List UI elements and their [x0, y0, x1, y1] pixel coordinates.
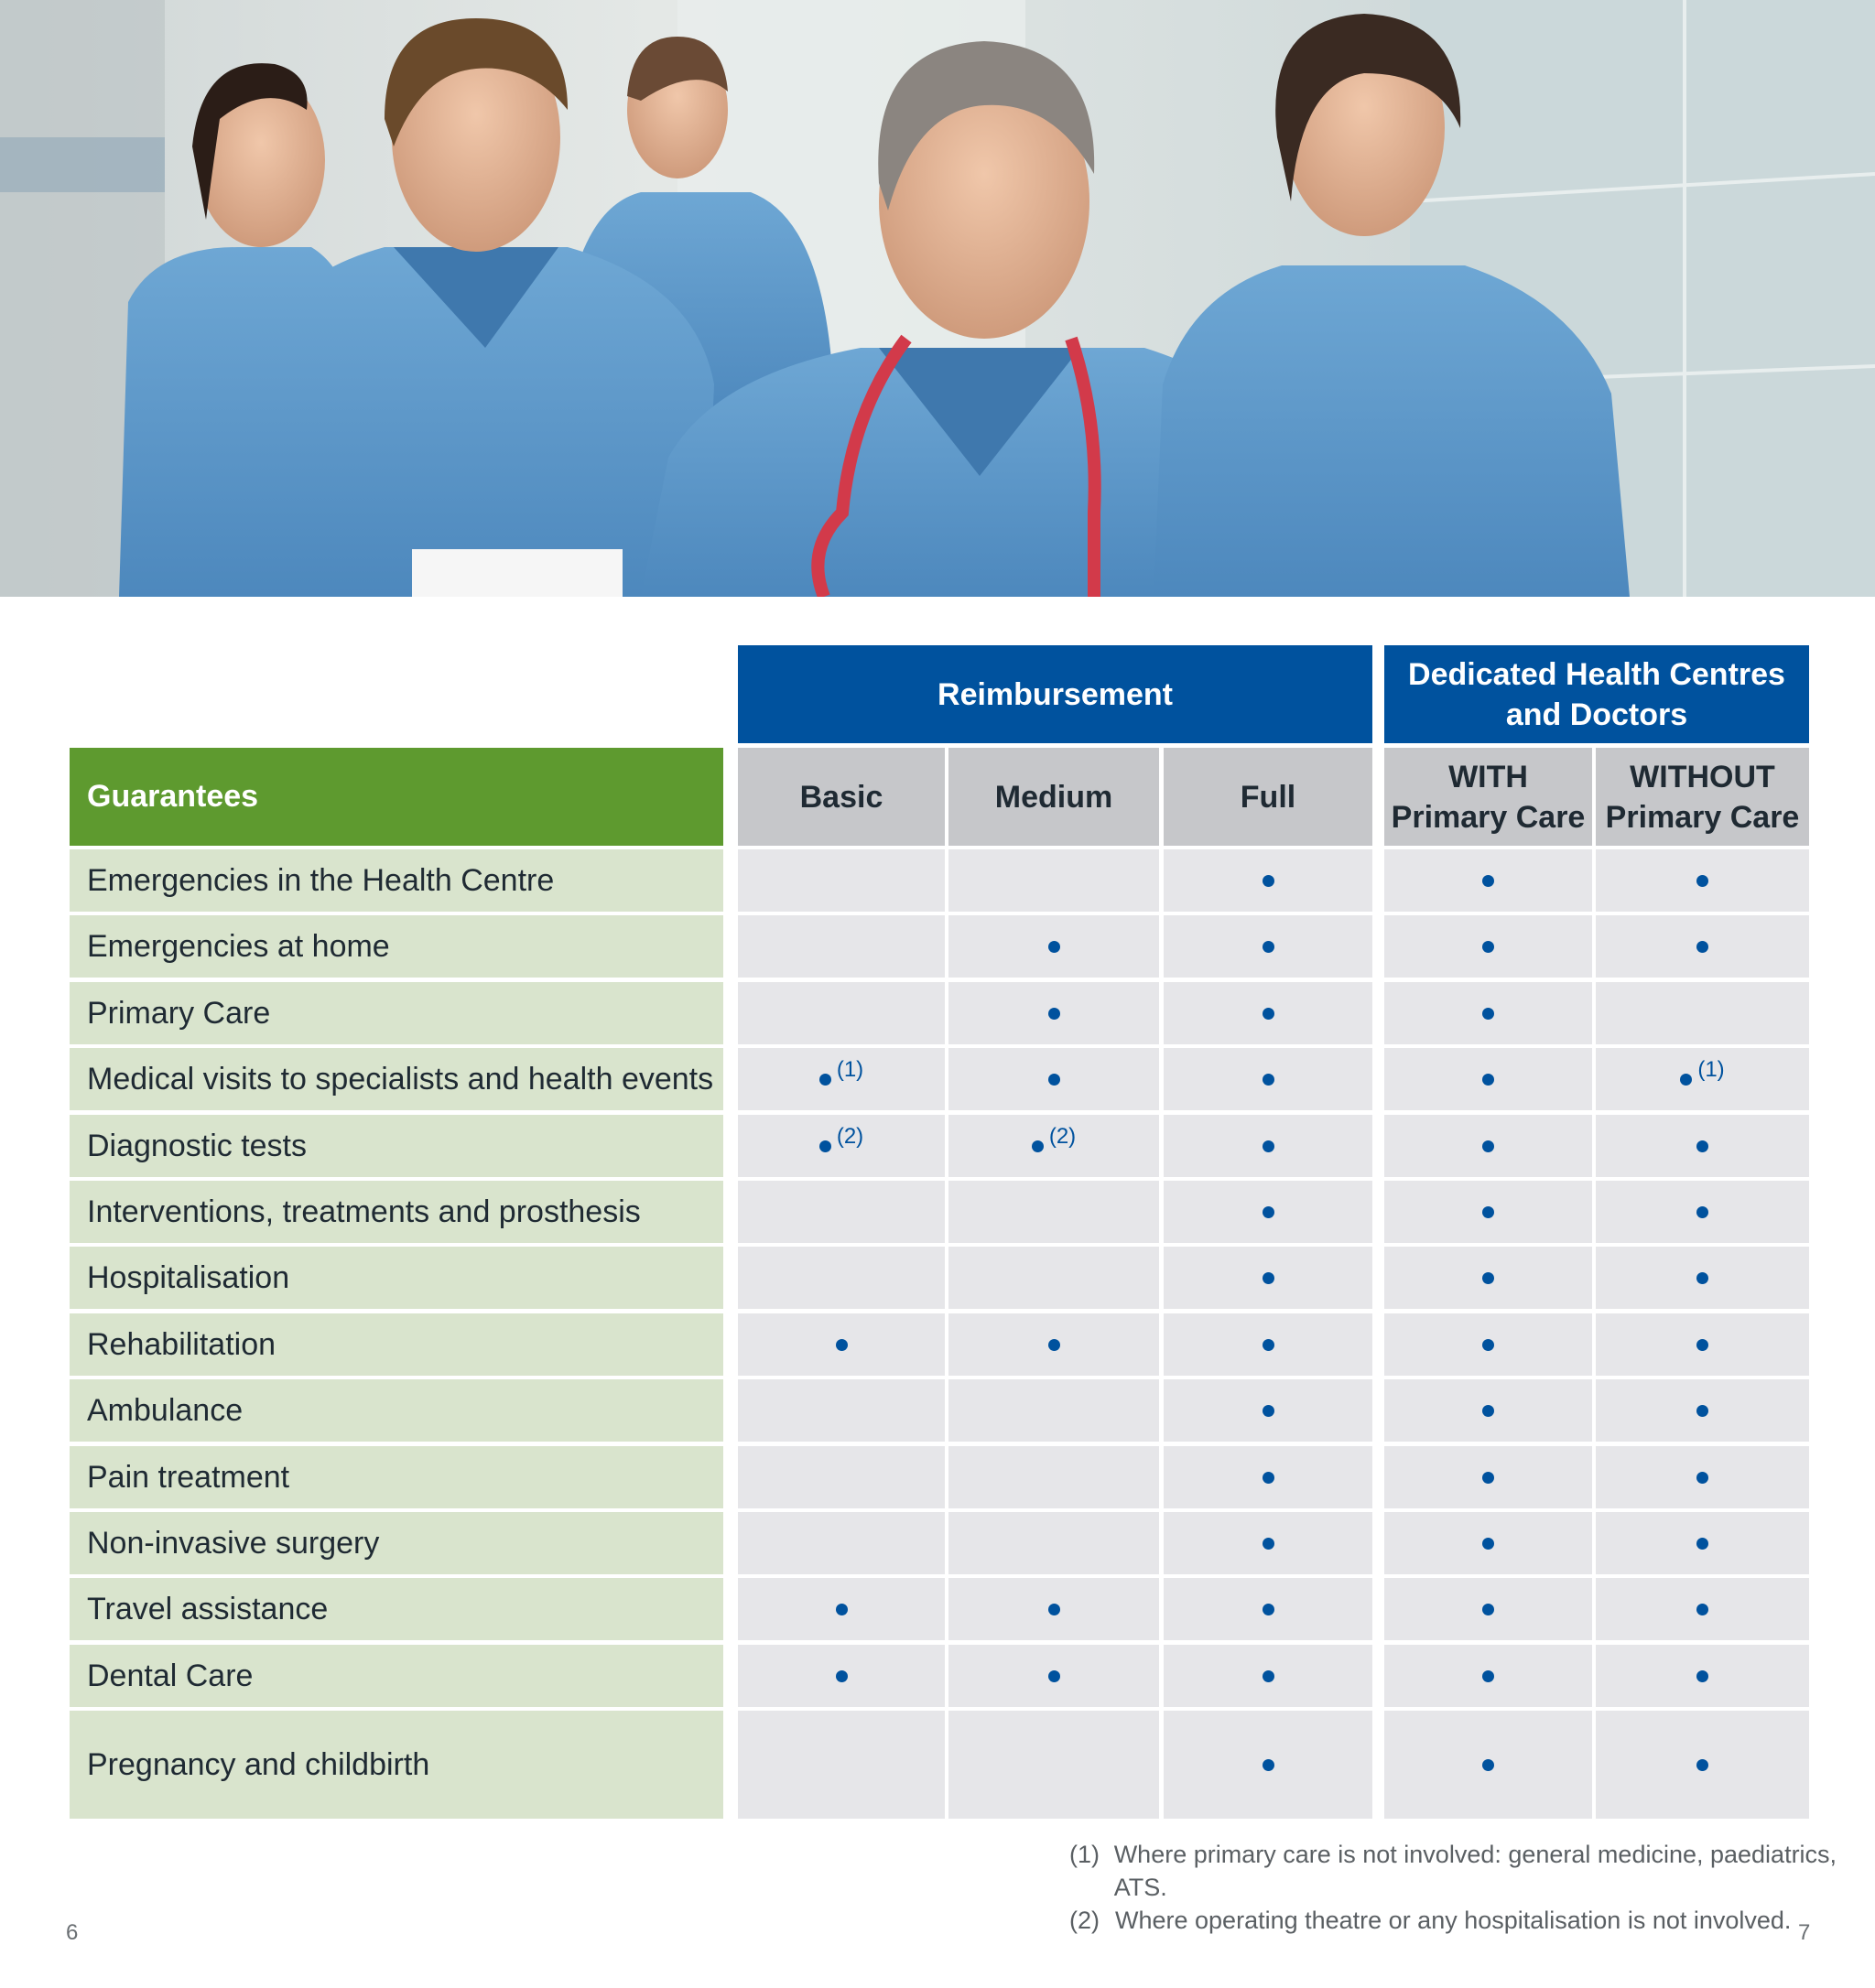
row-label-text: Hospitalisation — [87, 1259, 290, 1295]
included-dot-icon — [1696, 1604, 1708, 1615]
table-cell — [1384, 1048, 1592, 1110]
row-label-text: Non-invasive surgery — [87, 1525, 380, 1561]
footnote-text: Where primary care is not involved: general medicine, paediatrics, ATS. — [1113, 1841, 1837, 1901]
row-label-text: Diagnostic tests — [87, 1128, 307, 1163]
table-cell — [738, 1048, 945, 1110]
table-cell — [1164, 1645, 1372, 1707]
included-dot-icon — [1482, 1339, 1494, 1351]
table-cell — [1596, 1446, 1809, 1508]
table-cell — [738, 1247, 945, 1309]
table-cell — [1596, 1313, 1809, 1376]
hero-photo-illustration — [0, 0, 1875, 597]
table-cell — [1164, 1578, 1372, 1640]
footnote-mark: (2) — [1069, 1907, 1100, 1934]
table-cell — [948, 1247, 1159, 1309]
included-dot-icon — [1482, 1604, 1494, 1615]
included-dot-icon — [1048, 1670, 1060, 1682]
included-dot-icon — [1263, 1405, 1274, 1417]
included-dot-icon — [1482, 1008, 1494, 1020]
included-dot-icon — [1263, 1206, 1274, 1218]
table-cell — [1164, 1247, 1372, 1309]
column-header-label: Full — [1240, 779, 1296, 815]
table-cell — [1384, 1181, 1592, 1243]
included-dot-icon — [1696, 1206, 1708, 1218]
included-dot-icon — [1482, 1538, 1494, 1550]
footnote-reference: (2) — [836, 1124, 864, 1149]
table-cell — [1384, 1645, 1592, 1707]
included-dot-icon — [1482, 1472, 1494, 1484]
row-label — [70, 1512, 723, 1574]
row-label — [70, 1711, 723, 1819]
row-label — [70, 1379, 723, 1442]
table-cell — [738, 849, 945, 912]
included-dot-icon — [1482, 1206, 1494, 1218]
included-dot-icon — [1696, 1272, 1708, 1284]
included-dot-icon — [1696, 875, 1708, 887]
included-dot-icon — [1482, 1405, 1494, 1417]
included-dot-icon — [1482, 1759, 1494, 1771]
row-label-text: Emergencies at home — [87, 928, 390, 964]
footnote-reference: (2) — [1048, 1124, 1077, 1149]
table-cell — [1596, 849, 1809, 912]
included-dot-icon — [1263, 1670, 1274, 1682]
column-header-with-primary-care — [1384, 748, 1592, 846]
table-cell — [1596, 915, 1809, 978]
row-label — [70, 1181, 723, 1243]
table-cell — [1164, 1115, 1372, 1177]
table-cell — [1384, 1446, 1592, 1508]
included-dot-icon — [1696, 1472, 1708, 1484]
guarantees-header-label: Guarantees — [87, 779, 259, 814]
included-dot-icon — [1048, 1339, 1060, 1351]
column-header-label: WITHOUT Primary Care — [1605, 759, 1800, 835]
table-cell — [948, 1115, 1159, 1177]
table-cell — [948, 1181, 1159, 1243]
row-label-text: Dental Care — [87, 1658, 254, 1693]
footnote-reference: (1) — [1697, 1057, 1725, 1082]
table-cell — [1164, 1379, 1372, 1442]
included-dot-icon — [1048, 1604, 1060, 1615]
table-cell — [1164, 1048, 1372, 1110]
included-dot-icon — [1263, 1339, 1274, 1351]
included-dot-icon — [1048, 941, 1060, 953]
table-cell — [1164, 849, 1372, 912]
table-cell — [1164, 1512, 1372, 1574]
row-label-text: Medical visits to specialists and health events — [87, 1061, 714, 1097]
row-label — [70, 1048, 723, 1110]
table-cell — [1596, 1115, 1809, 1177]
included-dot-icon — [1263, 1759, 1274, 1771]
table-cell — [1596, 1048, 1809, 1110]
table-cell — [1384, 1115, 1592, 1177]
row-label-text: Primary Care — [87, 995, 271, 1031]
included-dot-icon — [1263, 941, 1274, 953]
included-dot-icon — [1482, 1140, 1494, 1152]
table-cell — [738, 1446, 945, 1508]
table-cell — [948, 1379, 1159, 1442]
column-header-label: Medium — [994, 779, 1113, 815]
row-label — [70, 1446, 723, 1508]
included-dot-icon — [819, 1140, 831, 1152]
included-dot-icon — [1048, 1008, 1060, 1020]
row-label-text: Travel assistance — [87, 1591, 329, 1626]
row-label-text: Pain treatment — [87, 1459, 290, 1495]
table-cell — [1164, 915, 1372, 978]
table-cell — [1164, 982, 1372, 1044]
included-dot-icon — [836, 1604, 848, 1615]
table-cell — [1596, 1578, 1809, 1640]
column-header-label: WITH Primary Care — [1391, 759, 1586, 835]
group-header-reimbursement — [738, 645, 1372, 743]
included-dot-icon — [1696, 1670, 1708, 1682]
table-cell — [738, 1313, 945, 1376]
table-cell — [738, 1181, 945, 1243]
table-cell — [1596, 982, 1809, 1044]
column-header-medium — [948, 748, 1159, 846]
included-dot-icon — [836, 1670, 848, 1682]
table-cell — [948, 1645, 1159, 1707]
hero-photo-medical-staff — [0, 0, 1875, 597]
table-cell — [948, 1313, 1159, 1376]
table-cell — [738, 1645, 945, 1707]
included-dot-icon — [1263, 1472, 1274, 1484]
table-cell — [1164, 1446, 1372, 1508]
group-header-label: Reimbursement — [938, 676, 1173, 712]
column-header-label: Basic — [799, 779, 883, 815]
table-cell — [738, 1711, 945, 1819]
guarantees-header — [70, 748, 723, 846]
table-cell — [1384, 1313, 1592, 1376]
table-cell — [738, 1512, 945, 1574]
included-dot-icon — [1696, 1759, 1708, 1771]
row-label-text: Emergencies in the Health Centre — [87, 862, 555, 898]
included-dot-icon — [1696, 1140, 1708, 1152]
table-cell — [948, 1711, 1159, 1819]
table-cell — [1164, 1313, 1372, 1376]
row-label — [70, 1247, 723, 1309]
included-dot-icon — [1263, 1008, 1274, 1020]
included-dot-icon — [1680, 1074, 1692, 1086]
included-dot-icon — [1696, 1339, 1708, 1351]
table-cell — [1164, 1181, 1372, 1243]
table-cell — [948, 1578, 1159, 1640]
table-cell — [738, 1578, 945, 1640]
row-label-text: Interventions, treatments and prosthesis — [87, 1194, 641, 1229]
included-dot-icon — [836, 1339, 848, 1351]
included-dot-icon — [1263, 875, 1274, 887]
included-dot-icon — [1263, 1604, 1274, 1615]
footnote-1 — [1069, 1838, 1875, 1904]
included-dot-icon — [1482, 875, 1494, 887]
row-label — [70, 1313, 723, 1376]
group-header-dedicated — [1384, 645, 1809, 743]
table-cell — [738, 1379, 945, 1442]
included-dot-icon — [1696, 1538, 1708, 1550]
footnote-2 — [1069, 1904, 1875, 1937]
table-cell — [948, 1048, 1159, 1110]
row-label-text: Rehabilitation — [87, 1326, 276, 1362]
table-cell — [948, 915, 1159, 978]
table-cell — [1596, 1379, 1809, 1442]
table-cell — [948, 1512, 1159, 1574]
included-dot-icon — [1032, 1140, 1044, 1152]
included-dot-icon — [1263, 1538, 1274, 1550]
column-header-without-primary-care — [1596, 748, 1809, 846]
table-cell — [738, 1115, 945, 1177]
table-cell — [1164, 1711, 1372, 1819]
row-label — [70, 915, 723, 978]
column-header-basic — [738, 748, 945, 846]
row-label — [70, 1115, 723, 1177]
table-cell — [1384, 982, 1592, 1044]
table-cell — [1384, 1578, 1592, 1640]
row-label-text: Ambulance — [87, 1392, 244, 1428]
included-dot-icon — [1482, 941, 1494, 953]
row-label — [70, 1578, 723, 1640]
included-dot-icon — [1263, 1074, 1274, 1086]
table-cell — [1384, 1247, 1592, 1309]
included-dot-icon — [1048, 1074, 1060, 1086]
page-number-right: 7 — [1798, 1920, 1811, 1945]
included-dot-icon — [1696, 1405, 1708, 1417]
row-label-text: Pregnancy and childbirth — [87, 1746, 430, 1782]
included-dot-icon — [1482, 1670, 1494, 1682]
row-label — [70, 1645, 723, 1707]
table-cell — [1596, 1247, 1809, 1309]
row-label — [70, 849, 723, 912]
included-dot-icon — [1482, 1074, 1494, 1086]
page-number-left: 6 — [66, 1920, 79, 1945]
column-header-full — [1164, 748, 1372, 846]
table-cell — [1384, 1379, 1592, 1442]
table-cell — [948, 1446, 1159, 1508]
table-cell — [1384, 849, 1592, 912]
row-label — [70, 982, 723, 1044]
table-cell — [738, 982, 945, 1044]
table-cell — [1596, 1181, 1809, 1243]
table-cell — [1596, 1512, 1809, 1574]
table-cell — [948, 849, 1159, 912]
group-header-label: Dedicated Health Centres and Doctors — [1408, 656, 1785, 732]
footnote-text: Where operating theatre or any hospitalisation is not involved. — [1115, 1907, 1792, 1934]
table-cell — [1384, 1711, 1592, 1819]
table-cell — [1384, 1512, 1592, 1574]
included-dot-icon — [1263, 1140, 1274, 1152]
included-dot-icon — [819, 1074, 831, 1086]
table-cell — [738, 915, 945, 978]
footnotes — [1069, 1838, 1875, 1937]
table-cell — [1384, 915, 1592, 978]
table-cell — [1596, 1711, 1809, 1819]
footnote-mark: (1) — [1069, 1841, 1100, 1868]
included-dot-icon — [1263, 1272, 1274, 1284]
table-cell — [1596, 1645, 1809, 1707]
table-cell — [948, 982, 1159, 1044]
footnote-reference: (1) — [836, 1057, 864, 1082]
included-dot-icon — [1482, 1272, 1494, 1284]
included-dot-icon — [1696, 941, 1708, 953]
